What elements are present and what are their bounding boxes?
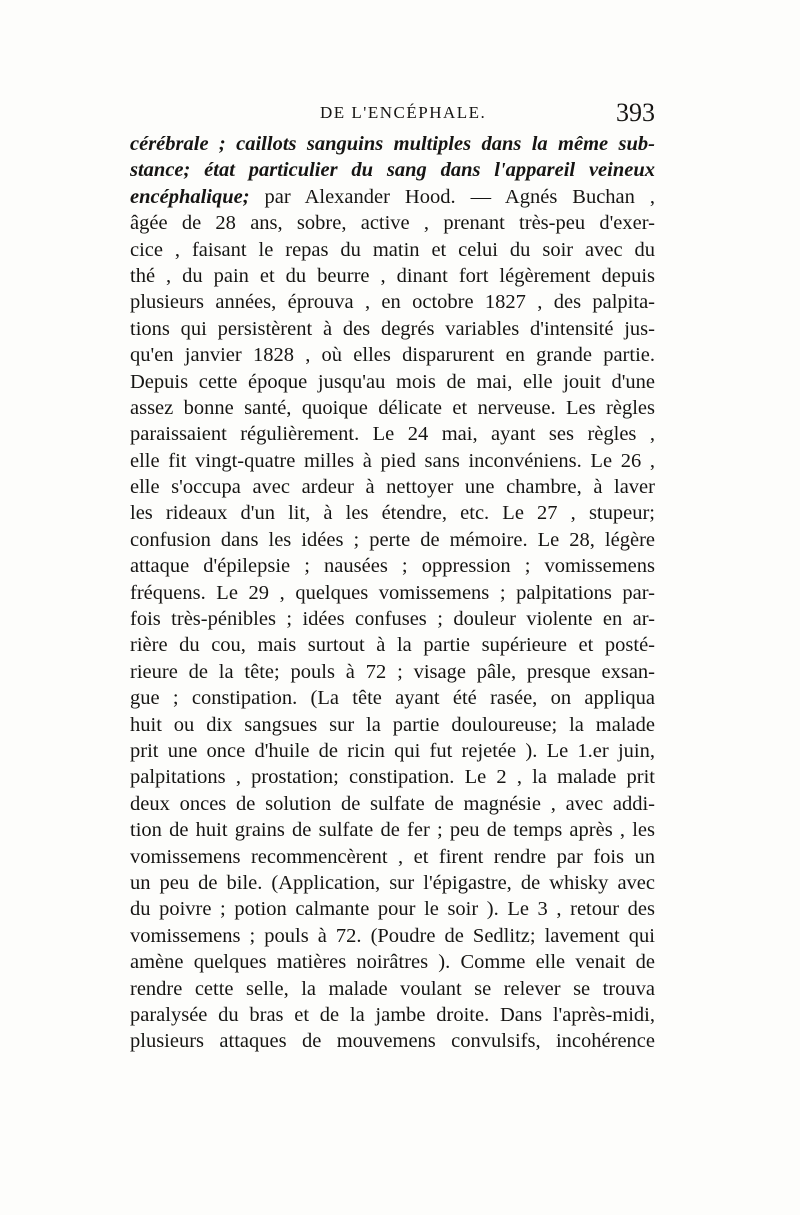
- text-line: plusieurs années, éprouva , en octobre 1827 , des palpita-: [130, 291, 655, 314]
- page-number: 393: [616, 98, 655, 127]
- text-line: paralysée du bras et de la jambe droite. Dans l'après-midi,: [130, 1003, 655, 1026]
- text-line: vomissemens recommencèrent , et firent rendre par fois un: [130, 845, 655, 868]
- text-line: les rideaux d'un lit, à les étendre, etc. Le 27 , stupeur;: [130, 502, 655, 525]
- text-line: assez bonne santé, quoique délicate et nerveuse. Les règles: [130, 396, 655, 419]
- text-line: du poivre ; potion calmante pour le soir ). Le 3 , retour des: [130, 898, 655, 921]
- text-line: plusieurs attaques de mouvemens convulsifs, incohérence: [130, 1030, 655, 1053]
- body-text: [130, 131, 655, 1055]
- text-line: Depuis cette époque jusqu'au mois de mai, elle jouit d'une: [130, 370, 655, 393]
- text-line: thé , du pain et du beurre , dinant fort légèrement depuis: [130, 264, 655, 287]
- page-header: [130, 98, 655, 133]
- text-line: amène quelques matières noirâtres ). Comme elle venait de: [130, 951, 655, 974]
- text-line: huit ou dix sangsues sur la partie douloureuse; la malade: [130, 713, 655, 736]
- text-line: rendre cette selle, la malade voulant se relever se trouva: [130, 977, 655, 1000]
- text-line: un peu de bile. (Application, sur l'épigastre, de whisky avec: [130, 871, 655, 894]
- text-line: paraissaient régulièrement. Le 24 mai, ayant ses règles ,: [130, 423, 655, 446]
- text-line: prit une once d'huile de ricin qui fut rejetée ). Le 1.er juin,: [130, 739, 655, 762]
- title-end: encéphalique;: [130, 185, 250, 208]
- text-line: [130, 184, 655, 210]
- text-line: confusion dans les idées ; perte de mémoire. Le 28, légère: [130, 528, 655, 551]
- text-line: stance; état particulier du sang dans l'appareil veineux: [130, 159, 655, 182]
- text-fragment: par Alexander Hood. — Agnés Buchan ,: [249, 185, 655, 208]
- text-line: palpitations , prostation; constipation. Le 2 , la malade prit: [130, 766, 655, 789]
- running-head: DE L'ENCÉPHALE.: [320, 103, 487, 122]
- text-line: tions qui persistèrent à des degrés variables d'intensité jus-: [130, 317, 655, 340]
- text-line: cérébrale ; caillots sanguins multiples dans la même sub-: [130, 133, 655, 155]
- text-line: fréquens. Le 29 , quelques vomissemens ; palpitations par-: [130, 581, 655, 604]
- text-line: elle s'occupa avec ardeur à nettoyer une chambre, à laver: [130, 476, 655, 499]
- text-line: gue ; constipation. (La tête ayant été rasée, on appliqua: [130, 687, 655, 710]
- text-line: qu'en janvier 1828 , où elles disparurent en grande partie.: [130, 344, 655, 367]
- text-line: fois très-pénibles ; idées confuses ; douleur violente en ar-: [130, 608, 655, 631]
- text-line: deux onces de solution de sulfate de magnésie , avec addi-: [130, 792, 655, 815]
- text-line: cice , faisant le repas du matin et celui du soir avec du: [130, 238, 655, 261]
- text-line: rière du cou, mais surtout à la partie supérieure et posté-: [130, 634, 655, 657]
- text-line: rieure de la tête; pouls à 72 ; visage pâle, presque exsan-: [130, 660, 655, 683]
- text-line: attaque d'épilepsie ; nausées ; oppression ; vomissemens: [130, 555, 655, 578]
- text-line: tion de huit grains de sulfate de fer ; peu de temps après , les: [130, 819, 655, 842]
- text-line: âgée de 28 ans, sobre, active , prenant très-peu d'exer-: [130, 212, 655, 235]
- text-line: elle fit vingt-quatre milles à pied sans inconvéniens. Le 26 ,: [130, 449, 655, 472]
- text-line: vomissemens ; pouls à 72. (Poudre de Sedlitz; lavement qui: [130, 924, 655, 947]
